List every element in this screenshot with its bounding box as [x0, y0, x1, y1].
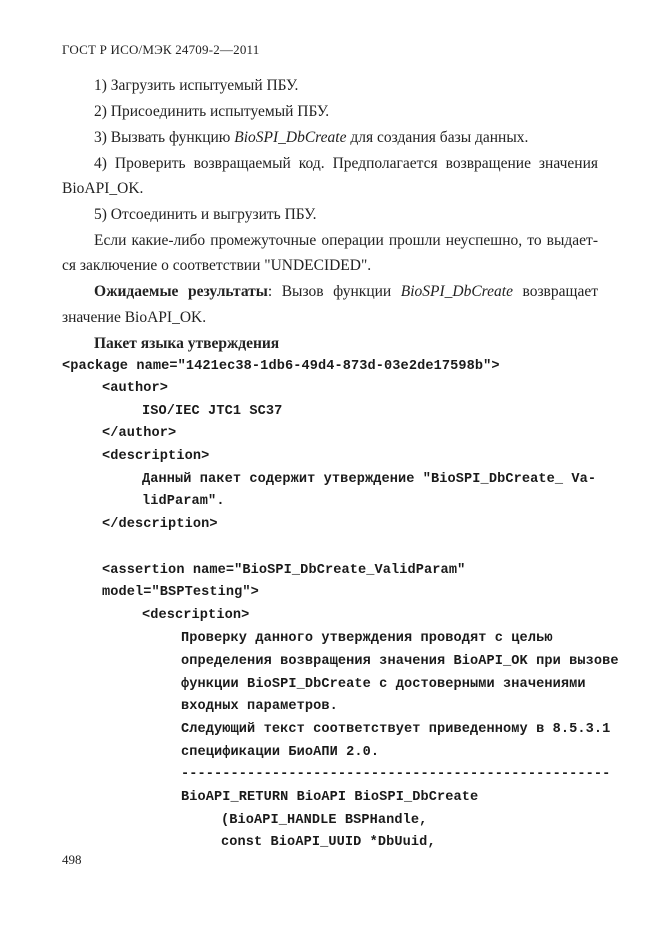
step-3: 3) Вызвать функцию BioSPI_DbCreate для создания базы данных.: [94, 129, 529, 146]
step-5: 5) Отсоединить и выгрузить ПБУ.: [94, 206, 317, 223]
code-line: входных параметров.: [181, 699, 338, 714]
code-line: </author>: [102, 426, 177, 441]
failure-note-line-2: ся заключение о соответствии "UNDECIDED".: [62, 257, 372, 274]
code-line: (BioAPI_HANDLE BSPHandle,: [221, 813, 428, 828]
code-line: <description>: [142, 608, 250, 623]
code-line: спецификации БиоАПИ 2.0.: [181, 745, 380, 760]
function-name: BioSPI_DbCreate: [234, 129, 347, 146]
code-line: Данный пакет содержит утверждение "BioSPI_DbCreate_ Va-: [142, 472, 597, 487]
running-header: ГОСТ Р ИСО/МЭК 24709-2—2011: [62, 42, 260, 57]
code-line: const BioAPI_UUID *DbUuid,: [221, 835, 436, 850]
code-line: <description>: [102, 449, 210, 464]
expected-results-line-1: Ожидаемые результаты: Вызов функции BioSPI_DbCreate возвращает: [94, 283, 598, 300]
code-line: определения возвращения значения BioAPI_OK при вызове: [181, 654, 619, 669]
failure-note-line-1: Если какие-либо промежуточные операции прошли неуспешно, то выдает-: [94, 232, 598, 249]
code-line: функции BioSPI_DbCreate с достоверными значениями: [181, 677, 586, 692]
expected-results-label: Ожидаемые результаты: [94, 283, 268, 300]
code-line: Следующий текст соответствует приведенному в 8.5.3.1: [181, 722, 611, 737]
code-line: <author>: [102, 381, 169, 396]
step-4-line-1: 4) Проверить возвращаемый код. Предполагается возвращение значения: [94, 155, 598, 172]
code-line: lidParam".: [142, 494, 225, 509]
step-1: 1) Загрузить испытуемый ПБУ.: [94, 77, 299, 94]
code-line: model="BSPTesting">: [102, 585, 259, 600]
code-line: BioAPI_RETURN BioAPI BioSPI_DbCreate: [181, 790, 479, 805]
code-line: <assertion name="BioSPI_DbCreate_ValidParam": [102, 563, 466, 578]
step-4-line-2: BioAPI_OK.: [62, 180, 144, 197]
code-separator: ----------------------------------------------------: [181, 767, 611, 782]
code-line: ISO/IEC JTC1 SC37: [142, 404, 283, 419]
section-title: Пакет языка утверждения: [94, 335, 280, 352]
code-line: </description>: [102, 517, 218, 532]
function-name: BioSPI_DbCreate: [400, 283, 513, 300]
expected-results-line-2: значение BioAPI_OK.: [62, 309, 207, 326]
code-line: Проверку данного утверждения проводят с целью: [181, 631, 553, 646]
page-number: 498: [62, 852, 82, 867]
code-line: <package name="1421ec38-1db6-49d4-873d-03e2de17598b">: [62, 359, 500, 374]
step-2: 2) Присоединить испытуемый ПБУ.: [94, 103, 330, 120]
